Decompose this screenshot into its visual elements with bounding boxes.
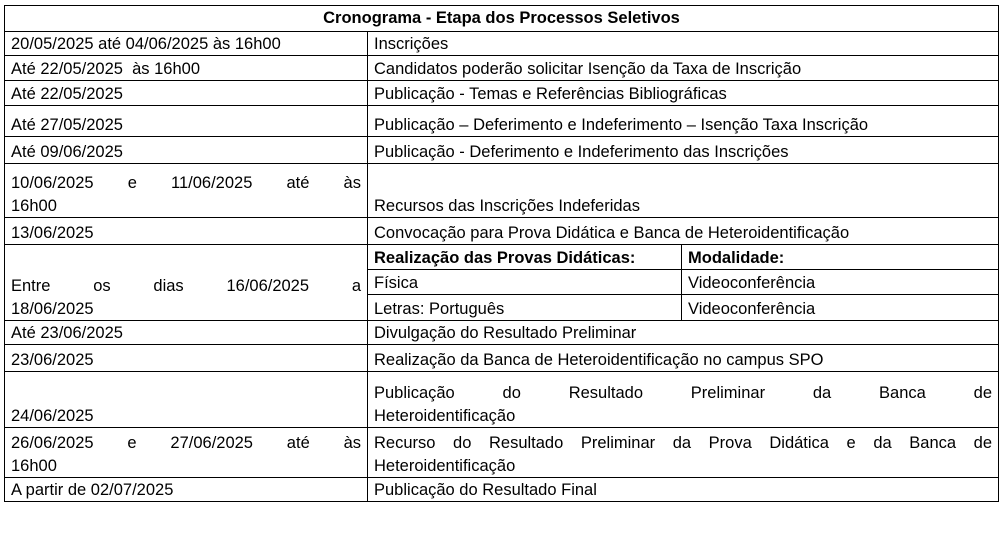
- date-cell: 23/06/2025: [5, 345, 368, 372]
- date-cell: [5, 428, 368, 478]
- date-cell: Até 23/06/2025: [5, 321, 368, 345]
- table-row: [5, 372, 999, 428]
- date-cell: Até 22/05/2025: [5, 81, 368, 106]
- desc-cell: [368, 428, 999, 478]
- date-cell: 13/06/2025: [5, 218, 368, 245]
- provas-header: Realização das Provas Didáticas:: [368, 245, 682, 270]
- date-line: 10/06/2025 e 11/06/2025 até às: [11, 174, 361, 192]
- table-row: [5, 106, 999, 137]
- desc-cell: Publicação – Deferimento e Indeferimento – Isenção Taxa Inscrição: [368, 106, 999, 137]
- date-line: 26/06/2025 e 27/06/2025 até às: [11, 434, 361, 452]
- date-cell: 20/05/2025 até 04/06/2025 às 16h00: [5, 32, 368, 56]
- curso-cell: Física: [368, 270, 682, 295]
- modalidade-header: Modalidade:: [682, 245, 999, 270]
- date-cell: Até 09/06/2025: [5, 137, 368, 164]
- desc-cell: Publicação do Resultado Final: [368, 478, 999, 502]
- desc-line: Publicação do Resultado Preliminar da Banca de: [374, 384, 992, 402]
- date-line: 16h00: [11, 196, 57, 215]
- table-row: [5, 218, 999, 245]
- desc-cell: Publicação - Deferimento e Indeferimento das Inscrições: [368, 137, 999, 164]
- date-cell: [5, 245, 368, 321]
- date-cell: [5, 164, 368, 218]
- table-row: [5, 164, 999, 218]
- table-row: [5, 345, 999, 372]
- cronograma-table: [4, 5, 999, 502]
- desc-cell: Convocação para Prova Didática e Banca de Heteroidentificação: [368, 218, 999, 245]
- desc-cell: Inscrições: [368, 32, 999, 56]
- desc-line: Heteroidentificação: [374, 406, 516, 425]
- desc-cell: Divulgação do Resultado Preliminar: [368, 321, 999, 345]
- date-cell: Até 27/05/2025: [5, 106, 368, 137]
- desc-cell: Recursos das Inscrições Indeferidas: [368, 164, 999, 218]
- table-row: [5, 32, 999, 56]
- date-cell: A partir de 02/07/2025: [5, 478, 368, 502]
- table-row: [5, 478, 999, 502]
- table-row: [5, 137, 999, 164]
- desc-line: Heteroidentificação: [374, 456, 516, 475]
- modalidade-cell: Videoconferência: [682, 295, 999, 321]
- desc-cell: Candidatos poderão solicitar Isenção da Taxa de Inscrição: [368, 56, 999, 81]
- table-row: [5, 428, 999, 478]
- table-row-provas: [5, 245, 999, 270]
- desc-cell: Realização da Banca de Heteroidentificação no campus SPO: [368, 345, 999, 372]
- modalidade-cell: Videoconferência: [682, 270, 999, 295]
- desc-line: Recurso do Resultado Preliminar da Prova Didática e da Banca de: [374, 434, 992, 452]
- curso-cell: Letras: Português: [368, 295, 682, 321]
- date-cell: 24/06/2025: [5, 372, 368, 428]
- table-title: Cronograma - Etapa dos Processos Seletivos: [5, 6, 999, 32]
- table-row: [5, 321, 999, 345]
- desc-cell: Publicação - Temas e Referências Bibliográficas: [368, 81, 999, 106]
- date-cell: Até 22/05/2025 às 16h00: [5, 56, 368, 81]
- date-line: Entre os dias 16/06/2025 a: [11, 277, 361, 295]
- date-line: 16h00: [11, 456, 57, 475]
- date-line: 18/06/2025: [11, 299, 94, 318]
- table-row: [5, 56, 999, 81]
- desc-cell: [368, 372, 999, 428]
- table-row: [5, 81, 999, 106]
